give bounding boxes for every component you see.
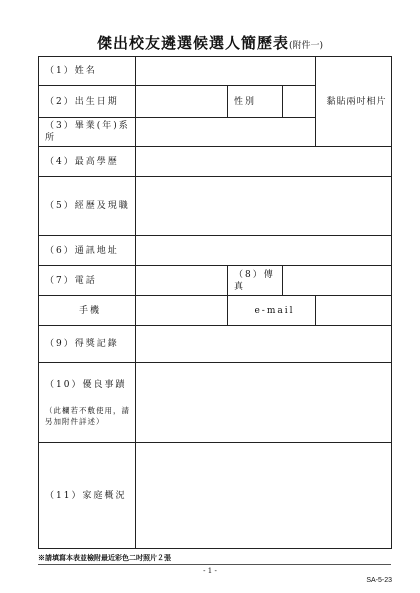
label-phone: （7）電話 bbox=[39, 266, 136, 296]
label-deeds bbox=[39, 363, 136, 443]
input-phone[interactable] bbox=[136, 266, 228, 296]
label-graduation: （3）畢業(年)系所 bbox=[39, 118, 136, 147]
input-graduation[interactable] bbox=[136, 118, 316, 147]
input-mobile[interactable] bbox=[136, 296, 228, 326]
form-title bbox=[0, 32, 420, 53]
input-fax[interactable] bbox=[283, 266, 392, 296]
label-deeds-text: （10）優良事蹟 bbox=[45, 379, 127, 390]
footnote: ※請填寫本表並檢附最近彩色二吋照片２張 bbox=[38, 553, 171, 562]
page-number: - 1 - bbox=[203, 567, 217, 575]
label-birth: （2）出生日期 bbox=[39, 86, 136, 118]
input-name[interactable] bbox=[136, 57, 316, 86]
input-gender[interactable] bbox=[283, 86, 316, 118]
label-current-position: （5）經歷及現職 bbox=[39, 177, 136, 236]
input-birth[interactable] bbox=[136, 86, 228, 118]
label-mobile: 手機 bbox=[39, 296, 136, 326]
input-family[interactable] bbox=[136, 443, 392, 549]
label-family: （11）家庭概況 bbox=[39, 443, 136, 549]
input-awards[interactable] bbox=[136, 326, 392, 363]
input-deeds[interactable] bbox=[136, 363, 392, 443]
label-fax: （8）傳真 bbox=[228, 266, 283, 296]
document-code: SA-5-23 bbox=[366, 577, 392, 584]
resume-form-table bbox=[38, 56, 392, 549]
label-address: （6）通訊地址 bbox=[39, 236, 136, 266]
label-awards: （9）得獎記錄 bbox=[39, 326, 136, 363]
label-education: （4）最高學歷 bbox=[39, 147, 136, 177]
input-current-position[interactable] bbox=[136, 177, 392, 236]
input-address[interactable] bbox=[136, 236, 392, 266]
form-title-suffix: (附件一) bbox=[288, 41, 324, 51]
input-education[interactable] bbox=[136, 147, 392, 177]
label-gender: 性別 bbox=[228, 86, 283, 118]
footer-divider bbox=[38, 564, 391, 565]
label-email: e-mail bbox=[228, 296, 316, 326]
form-title-main: 傑出校友遴選候選人簡歷表 bbox=[96, 34, 289, 52]
label-name: （1）姓名 bbox=[39, 57, 136, 86]
input-email[interactable] bbox=[316, 296, 392, 326]
label-deeds-note: （此欄若不敷使用，請另加附件詳述） bbox=[45, 405, 130, 426]
photo-box[interactable]: 黏貼兩吋相片 bbox=[316, 57, 392, 147]
